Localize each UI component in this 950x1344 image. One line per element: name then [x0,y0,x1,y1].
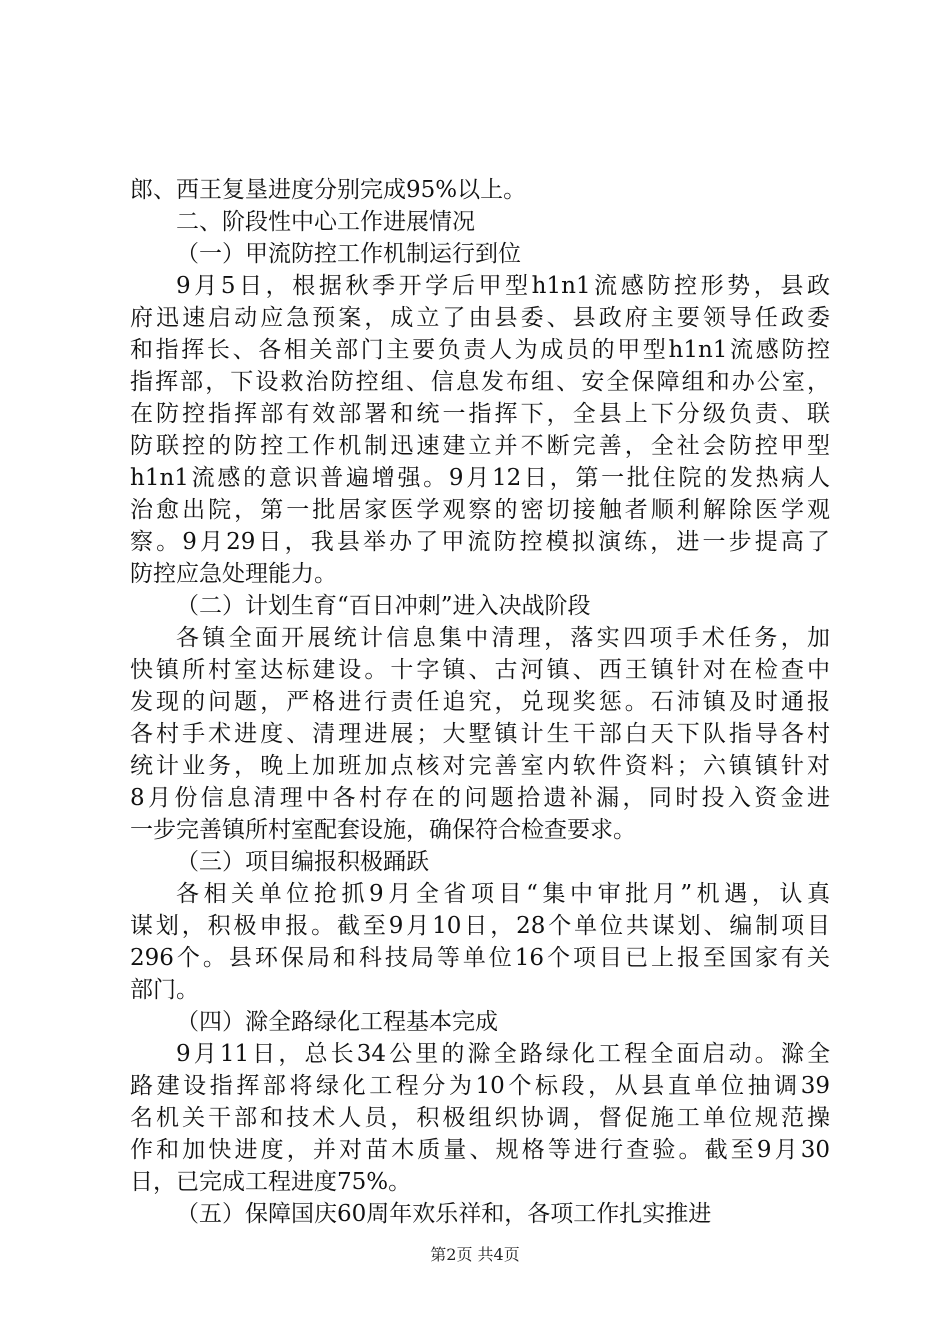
paragraph-line: 8月份信息清理中各村存在的问题拾遗补漏，同时投入资金进 [130,785,830,811]
paragraph-line: 和指挥长、各相关部门主要负责人为成员的甲型h1n1流感防控 [130,337,830,363]
paragraph-line: 指挥部，下设救治防控组、信息发布组、安全保障组和办公室， [130,369,830,395]
paragraph-line: 治愈出院，第一批居家医学观察的密切接触者顺利解除医学观 [130,497,830,523]
paragraph-line: 察。9月29日，我县举办了甲流防控模拟演练，进一步提高了 [130,529,830,555]
paragraph-line: 作和加快进度，并对苗木质量、规格等进行查验。截至9月30 [130,1137,830,1163]
section-heading: 二、阶段性中心工作进展情况 [176,209,475,235]
paragraph-line: 防联控的防控工作机制迅速建立并不断完善，全社会防控甲型 [130,433,830,459]
paragraph-line: 谋划，积极申报。截至9月10日，28个单位共谋划、编制项目 [130,913,830,939]
subsection-heading: （五）保障国庆60周年欢乐祥和，各项工作扎实推进 [176,1201,712,1227]
paragraph-line: 各镇全面开展统计信息集中清理，落实四项手术任务，加 [176,625,830,651]
subsection-heading: （三）项目编报积极踊跃 [176,849,429,875]
paragraph-line: 9月11日，总长34公里的滁全路绿化工程全面启动。滁全 [176,1041,830,1067]
paragraph-line: 日，已完成工程进度75%。 [130,1169,412,1195]
paragraph-line: 名机关干部和技术人员，积极组织协调，督促施工单位规范操 [130,1105,830,1131]
paragraph-line: 发现的问题，严格进行责任追究，兑现奖惩。石沛镇及时通报 [130,689,830,715]
paragraph-line: 部门。 [130,977,199,1003]
paragraph-line: 郎、西王复垦进度分别完成95%以上。 [130,177,527,203]
paragraph-line: 统计业务，晚上加班加点核对完善室内软件资料；六镇镇针对 [130,753,830,779]
paragraph-line: 296个。县环保局和科技局等单位16个项目已上报至国家有关 [130,945,830,971]
paragraph-line: h1n1流感的意识普遍增强。9月12日，第一批住院的发热病人 [130,465,830,491]
paragraph-line: 一步完善镇所村室配套设施，确保符合检查要求。 [130,817,636,843]
paragraph-line: 快镇所村室达标建设。十字镇、古河镇、西王镇针对在检查中 [130,657,830,683]
paragraph-line: 路建设指挥部将绿化工程分为10个标段，从县直单位抽调39 [130,1073,830,1099]
paragraph-line: 府迅速启动应急预案，成立了由县委、县政府主要领导任政委 [130,305,830,331]
paragraph-line: 在防控指挥部有效部署和统一指挥下，全县上下分级负责、联 [130,401,830,427]
paragraph-line: 9月5日，根据秋季开学后甲型h1n1流感防控形势，县政 [176,273,830,299]
subsection-heading: （二）计划生育“百日冲刺”进入决战阶段 [176,593,591,619]
paragraph-line: 防控应急处理能力。 [130,561,337,587]
paragraph-line: 各村手术进度、清理进展；大墅镇计生干部白天下队指导各村 [130,721,830,747]
paragraph-line: 各相关单位抢抓9月全省项目“集中审批月”机遇，认真 [176,881,830,907]
document-body [130,174,830,1230]
page-number: 第2页 共4页 [430,1245,520,1264]
page-footer [0,1242,950,1265]
subsection-heading: （一）甲流防控工作机制运行到位 [176,241,521,267]
subsection-heading: （四）滁全路绿化工程基本完成 [176,1009,498,1035]
